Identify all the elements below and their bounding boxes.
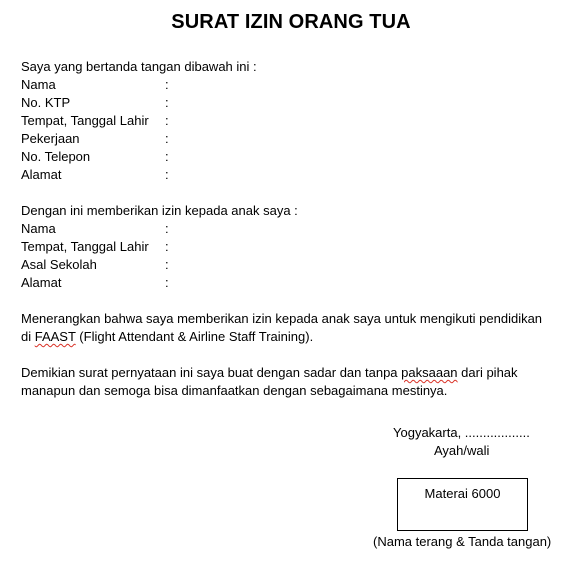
closing-line-1 — [21, 364, 518, 382]
statement-line-2 — [21, 328, 542, 346]
field-label: Nama — [21, 221, 56, 236]
stamp-label: Materai 6000 — [424, 486, 501, 501]
field-separator: : — [165, 275, 169, 290]
field-label: Alamat — [21, 275, 62, 290]
field-label: Nama — [21, 77, 56, 92]
parent-intro: Saya yang bertanda tangan dibawah ini : — [21, 59, 257, 74]
parent-field-row — [21, 166, 175, 184]
child-field-row — [21, 238, 175, 256]
field-separator: : — [165, 167, 169, 182]
parent-field-row — [21, 112, 175, 130]
parent-field-row — [21, 94, 175, 112]
field-separator: : — [165, 77, 169, 92]
signature-role: Ayah/wali — [434, 443, 490, 458]
stamp-box — [397, 478, 528, 531]
parent-field-row — [21, 148, 175, 166]
child-field-row — [21, 220, 175, 238]
child-field-row — [21, 274, 175, 292]
parent-field-row — [21, 130, 175, 148]
statement-line-1: Menerangkan bahwa saya memberikan izin kepada anak saya untuk mengikuti pendidikan — [21, 311, 543, 326]
field-separator: : — [165, 113, 169, 128]
parent-fields — [21, 76, 175, 184]
closing-suffix: dari pihak — [457, 365, 518, 380]
field-label: Pekerjaan — [21, 131, 80, 146]
page-title: SURAT IZIN ORANG TUA — [171, 11, 411, 33]
field-label: Alamat — [21, 167, 62, 182]
field-label: Tempat, Tanggal Lahir — [21, 239, 149, 254]
statement-suffix: (Flight Attendant & Airline Staff Training). — [75, 329, 314, 344]
signature-place-date: Yogyakarta, .................. — [393, 425, 530, 440]
child-fields — [21, 220, 175, 292]
spellcheck-word[interactable]: paksaaan — [401, 365, 458, 380]
field-separator: : — [165, 257, 169, 272]
signature-caption: (Nama terang & Tanda tangan) — [373, 534, 552, 549]
field-label: Tempat, Tanggal Lahir — [21, 113, 149, 128]
field-separator: : — [165, 239, 169, 254]
field-separator: : — [165, 221, 169, 236]
closing-line-2: manapun dan semoga bisa dimanfaatkan dengan sebagaimana mestinya. — [21, 383, 448, 398]
child-field-row — [21, 256, 175, 274]
parent-field-row — [21, 76, 175, 94]
field-label: No. Telepon — [21, 149, 91, 164]
field-separator: : — [165, 95, 169, 110]
field-label: Asal Sekolah — [21, 257, 97, 272]
child-intro: Dengan ini memberikan izin kepada anak saya : — [21, 203, 298, 218]
field-label: No. KTP — [21, 95, 71, 110]
spellcheck-word[interactable]: FAAST — [34, 329, 76, 344]
statement-prefix: di — [21, 329, 35, 344]
statement-paragraph — [21, 310, 542, 346]
field-separator: : — [165, 131, 169, 146]
closing-paragraph — [21, 364, 518, 400]
field-separator: : — [165, 149, 169, 164]
closing-prefix: Demikian surat pernyataan ini saya buat dengan sadar dan tanpa — [21, 365, 402, 380]
